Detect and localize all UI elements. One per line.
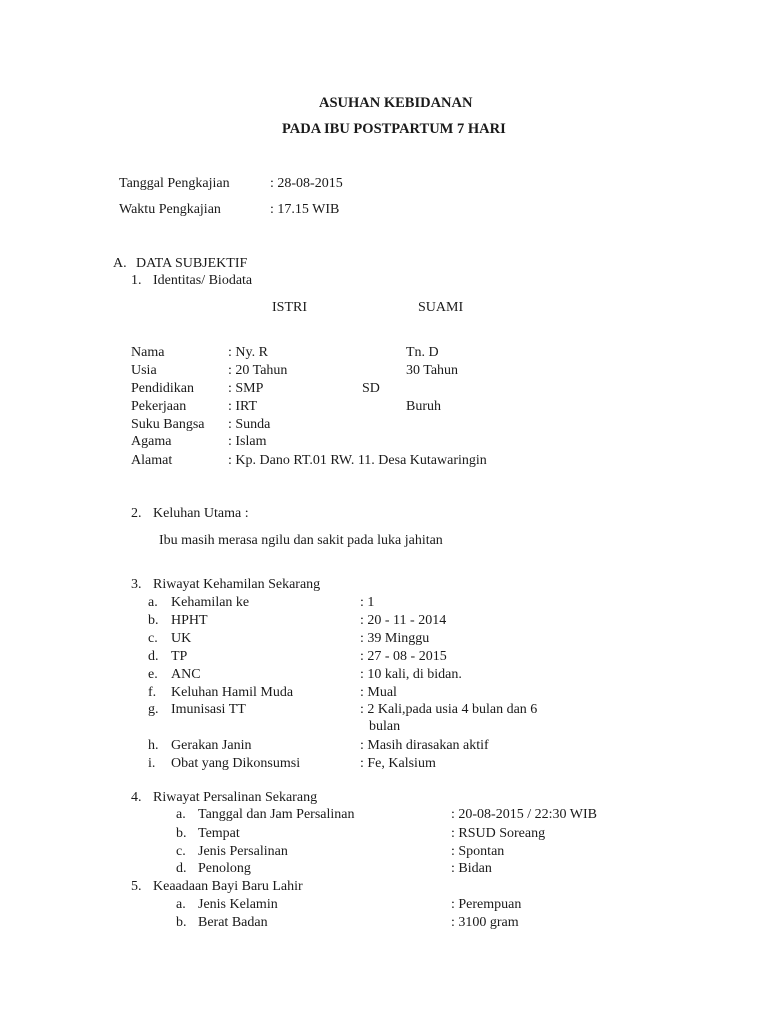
identity-label-religion: Agama [131,434,172,449]
identity-wife-age: : 20 Tahun [228,363,288,378]
identity-label-name: Nama [131,345,165,360]
pregnancy-item-letter: d. [148,649,159,664]
assessment-time-label: Waktu Pengkajian [119,202,221,217]
newborn-item-label: Berat Badan [198,915,268,930]
labor-item-letter: c. [176,844,186,859]
assessment-time-value: : 17.15 WIB [270,202,340,217]
labor-item-label: Jenis Persalinan [198,844,288,859]
labor-item-value: : Spontan [451,844,505,859]
identity-husband-age: 30 Tahun [406,363,459,378]
assessment-date-label: Tanggal Pengkajian [119,176,230,191]
labor-item-value: : Bidan [451,861,492,876]
identity-wife-education: : SMP [228,381,264,396]
pregnancy-item-letter: f. [148,685,157,700]
document-title: ASUHAN KEBIDANAN [319,95,473,111]
assessment-date-value: : 28-08-2015 [270,176,343,191]
newborn-item-value: : Perempuan [451,897,522,912]
pregnancy-item-value: : 20 - 11 - 2014 [360,613,447,628]
identity-number: 1. [131,273,142,288]
pregnancy-item-label: TP [171,649,188,664]
pregnancy-number: 3. [131,577,142,592]
document-subtitle: PADA IBU POSTPARTUM 7 HARI [282,121,506,137]
identity-wife-address: : Kp. Dano RT.01 RW. 11. Desa Kutawaringin [228,453,487,468]
newborn-heading: Keaadaan Bayi Baru Lahir [153,879,303,894]
labor-item-label: Tanggal dan Jam Persalinan [198,807,355,822]
pregnancy-item-value: : Mual [360,685,397,700]
pregnancy-item-label: Gerakan Janin [171,738,252,753]
newborn-item-value: : 3100 gram [451,915,519,930]
labor-item-value: : 20-08-2015 / 22:30 WIB [451,807,597,822]
identity-label-occupation: Pekerjaan [131,399,187,414]
identity-husband-name: Tn. D [406,345,439,360]
labor-item-letter: b. [176,826,187,841]
pregnancy-item-letter: b. [148,613,159,628]
newborn-item-letter: a. [176,897,186,912]
identity-label-ethnicity: Suku Bangsa [131,417,205,432]
pregnancy-item-label: Imunisasi TT [171,702,246,717]
complaint-heading: Keluhan Utama : [153,506,249,521]
labor-item-label: Penolong [198,861,251,876]
newborn-item-label: Jenis Kelamin [198,897,278,912]
pregnancy-item-value: : Masih dirasakan aktif [360,738,489,753]
pregnancy-item-value: : 10 kali, di bidan. [360,667,462,682]
pregnancy-item-letter: e. [148,667,158,682]
pregnancy-item-letter: i. [148,756,156,771]
col-header-husband: SUAMI [418,300,464,315]
pregnancy-item-value: : Fe, Kalsium [360,756,436,771]
pregnancy-item-letter: c. [148,631,158,646]
labor-number: 4. [131,790,142,805]
identity-label-age: Usia [131,363,157,378]
complaint-number: 2. [131,506,142,521]
pregnancy-item-label: HPHT [171,613,208,628]
identity-wife-ethnicity: : Sunda [228,417,271,432]
pregnancy-item-label: Obat yang Dikonsumsi [171,756,301,771]
identity-wife-name: : Ny. R [228,345,268,360]
labor-item-label: Tempat [198,826,240,841]
pregnancy-item-letter: h. [148,738,159,753]
pregnancy-item-label: Kehamilan ke [171,595,250,610]
pregnancy-item-label: UK [171,631,192,646]
identity-husband-occupation: Buruh [406,399,441,414]
pregnancy-item-label: ANC [171,667,201,682]
identity-wife-occupation: : IRT [228,399,258,414]
identity-wife-religion: : Islam [228,434,267,449]
pregnancy-item-value: : 39 Minggu [360,631,430,646]
newborn-item-letter: b. [176,915,187,930]
pregnancy-item-letter: g. [148,702,159,717]
pregnancy-item-letter: a. [148,595,158,610]
section-a-letter: A. [113,256,127,271]
identity-label-education: Pendidikan [131,381,194,396]
labor-heading: Riwayat Persalinan Sekarang [153,790,318,805]
identity-label-address: Alamat [131,453,173,468]
labor-item-value: : RSUD Soreang [451,826,546,841]
pregnancy-item-value-cont: bulan [369,719,401,734]
complaint-text: Ibu masih merasa ngilu dan sakit pada luka jahitan [159,533,443,548]
identity-husband-education: SD [362,381,380,396]
labor-item-letter: a. [176,807,186,822]
pregnancy-heading: Riwayat Kehamilan Sekarang [153,577,321,592]
col-header-wife: ISTRI [272,300,307,315]
pregnancy-item-value: : 2 Kali,pada usia 4 bulan dan 6 [360,702,538,717]
pregnancy-item-label: Keluhan Hamil Muda [171,685,294,700]
pregnancy-item-value: : 1 [360,595,375,610]
identity-heading: Identitas/ Biodata [153,273,253,288]
section-a-heading: DATA SUBJEKTIF [136,256,248,271]
labor-item-letter: d. [176,861,187,876]
pregnancy-item-value: : 27 - 08 - 2015 [360,649,447,664]
newborn-number: 5. [131,879,142,894]
